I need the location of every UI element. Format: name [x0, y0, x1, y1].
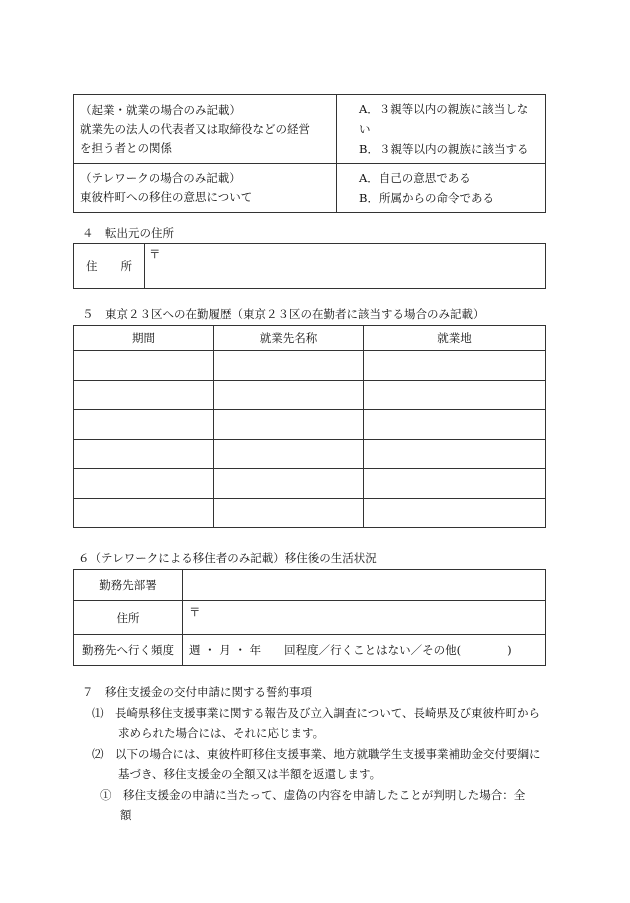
work-history-table [73, 325, 546, 528]
header-employer-name: 就業先名称 [214, 326, 364, 351]
location-cell[interactable] [364, 498, 546, 528]
pledge-text: ⑵ 以下の場合には、東彼杵町移住支援事業、地方就職学生支援事業補助金交付要綱に [92, 747, 541, 761]
intent-options-cell[interactable] [337, 164, 546, 213]
pledge-item-1 [92, 704, 572, 743]
option-b[interactable]: B．所属からの命令である [359, 191, 494, 205]
postal-mark: 〒 [189, 605, 201, 619]
pledge-text: ① 移住支援金の申請に当たって、虚偽の内容を申請したことが判明した場合：全 [100, 788, 526, 802]
commute-frequency-label: 勤務先へ行く頻度 [74, 635, 183, 666]
section6-heading: ６（テレワークによる移住者のみ記載）移住後の生活状況 [78, 551, 377, 565]
note-startup-employment: （起業・就業の場合のみ記載） [80, 102, 241, 117]
location-cell[interactable] [364, 351, 546, 381]
period-cell[interactable] [74, 410, 214, 440]
intent-question-cell [74, 164, 337, 213]
table-row [74, 95, 546, 164]
employer-cell[interactable] [214, 439, 364, 469]
location-cell[interactable] [364, 469, 546, 499]
question-text: 東彼杵町への移住の意思について [80, 190, 253, 204]
relationship-question-cell [74, 95, 337, 164]
relationship-options-cell[interactable] [337, 95, 546, 164]
address-label: 住所 [86, 259, 132, 273]
pledge-subitem-1 [100, 786, 560, 825]
pledge-text: 求められた場合には、それに応じます。 [118, 725, 325, 740]
option-b[interactable]: B．３親等以内の親族に該当する [359, 142, 529, 156]
period-cell[interactable] [74, 498, 214, 528]
previous-address-field[interactable] [145, 244, 546, 289]
employer-cell[interactable] [214, 351, 364, 381]
address-label-cell [74, 244, 145, 289]
section5-heading: ５ 東京２３区への在勤履歴（東京２３区の在勤者に該当する場合のみ記載） [82, 307, 485, 321]
table-row [74, 351, 546, 381]
location-cell[interactable] [364, 380, 546, 410]
postal-mark: 〒 [149, 247, 161, 261]
employer-cell[interactable] [214, 469, 364, 499]
table-row [74, 244, 546, 289]
living-status-table [73, 569, 546, 666]
note-telework: （テレワークの場合のみ記載） [80, 171, 241, 185]
relationship-table [73, 94, 546, 213]
location-cell[interactable] [364, 439, 546, 469]
location-cell[interactable] [364, 410, 546, 440]
table-row [74, 635, 546, 666]
question-text: 就業先の法人の代表者又は取締役などの経営 [80, 121, 310, 136]
table-row [74, 601, 546, 635]
table-row [74, 439, 546, 469]
table-header-row [74, 326, 546, 351]
table-row [74, 469, 546, 499]
department-label: 勤務先部署 [74, 570, 183, 601]
address-field[interactable] [183, 601, 546, 635]
pledge-text: 額 [120, 807, 132, 822]
pledge-text: 基づき、移住支援金の全額又は半額を返還します。 [118, 766, 382, 781]
department-field[interactable] [183, 570, 546, 601]
commute-frequency-field[interactable]: 週 ・ 月 ・ 年 回程度／行くことはない／その他( ) [183, 635, 546, 666]
table-row [74, 570, 546, 601]
table-row [74, 164, 546, 213]
table-row [74, 410, 546, 440]
pledge-item-2 [92, 745, 572, 784]
table-row [74, 380, 546, 410]
section7-heading: ７ 移住支援金の交付申請に関する誓約事項 [82, 685, 312, 699]
header-period: 期間 [74, 326, 214, 351]
period-cell[interactable] [74, 380, 214, 410]
employer-cell[interactable] [214, 498, 364, 528]
header-work-location: 就業地 [364, 326, 546, 351]
employer-cell[interactable] [214, 410, 364, 440]
employer-cell[interactable] [214, 380, 364, 410]
section4-heading: ４ 転出元の住所 [82, 226, 174, 240]
address-label: 住所 [74, 601, 183, 635]
option-a[interactable]: A．自己の意思である [359, 171, 471, 185]
question-text: を担う者との関係 [80, 140, 172, 155]
period-cell[interactable] [74, 439, 214, 469]
previous-address-table [73, 243, 546, 289]
table-row [74, 498, 546, 528]
period-cell[interactable] [74, 469, 214, 499]
pledge-text: ⑴ 長崎県移住支援事業に関する報告及び立入調査について、長崎県及び東彼杵町から [92, 706, 541, 720]
option-a[interactable]: A．３親等以内の親族に該当しない [359, 102, 529, 136]
period-cell[interactable] [74, 351, 214, 381]
